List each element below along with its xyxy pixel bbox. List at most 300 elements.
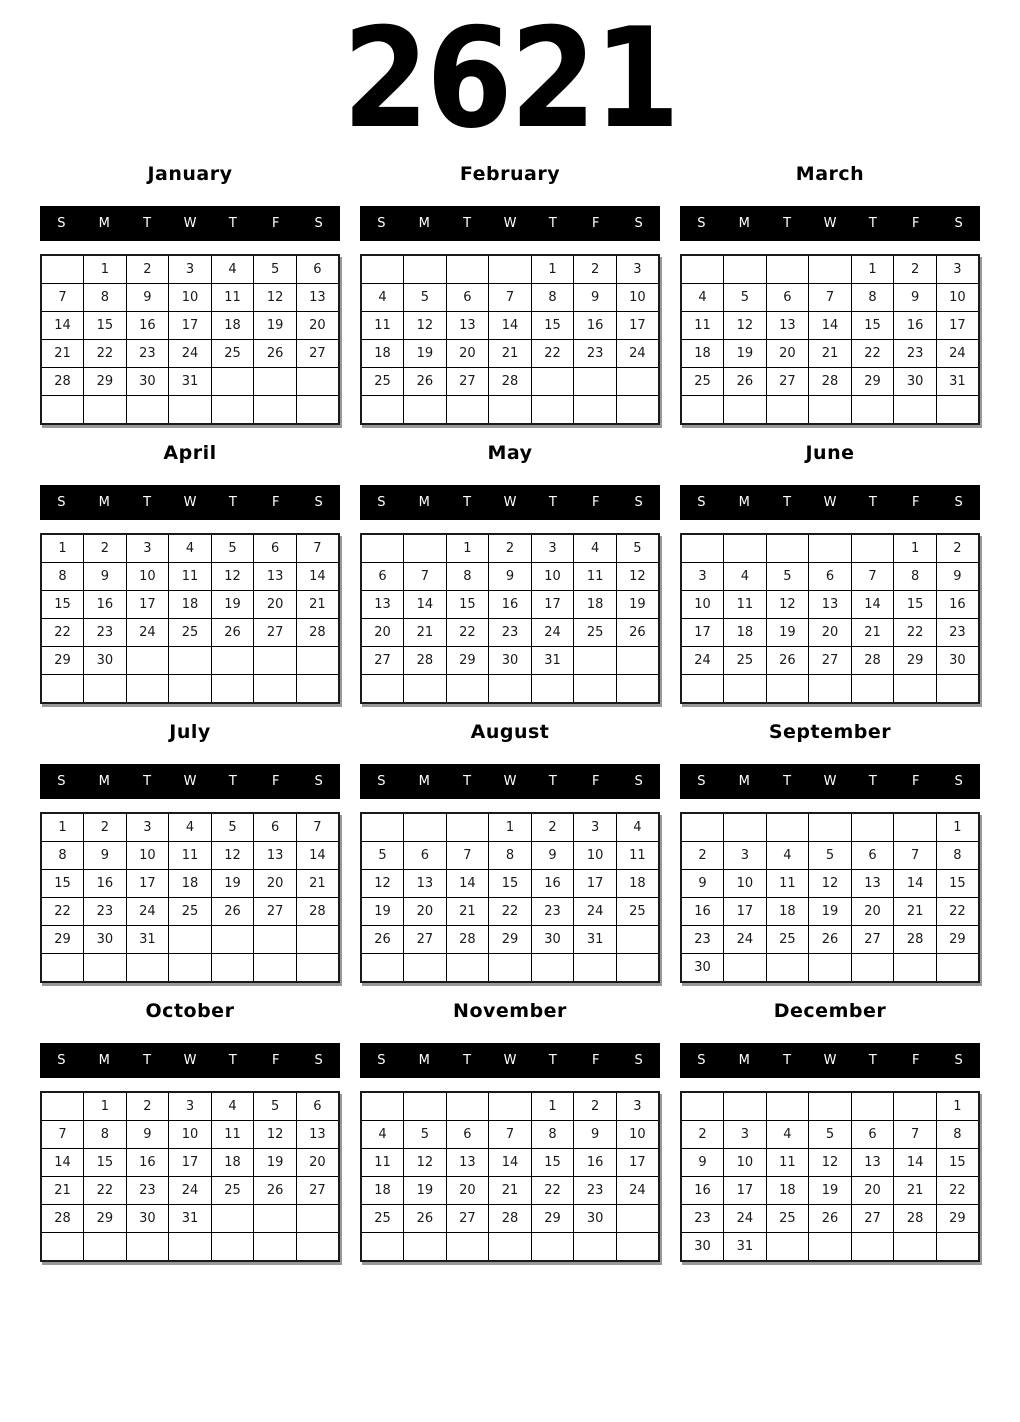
date-cell: 2 — [126, 1092, 169, 1121]
weekday-label: F — [911, 495, 920, 510]
date-cell: 24 — [616, 1177, 659, 1205]
week-row — [41, 870, 339, 898]
date-cell: 28 — [489, 368, 532, 396]
weekday-label: W — [823, 1053, 837, 1068]
week-row — [41, 340, 339, 368]
weekday-label: W — [183, 216, 197, 231]
date-cell: 29 — [936, 926, 979, 954]
empty-date-cell — [446, 396, 489, 425]
weekday-header-bar — [40, 485, 340, 520]
date-cell: 26 — [211, 898, 254, 926]
week-row — [681, 368, 979, 396]
date-cell: 11 — [211, 284, 254, 312]
date-cell: 22 — [936, 1177, 979, 1205]
date-cell: 17 — [169, 312, 212, 340]
date-cell: 12 — [404, 312, 447, 340]
date-cell: 30 — [531, 926, 574, 954]
month-dates-body — [361, 255, 659, 424]
date-cell: 8 — [531, 284, 574, 312]
weekday-label: S — [697, 216, 706, 231]
week-row — [41, 534, 339, 563]
weekday-label: S — [697, 495, 706, 510]
date-cell: 10 — [616, 1121, 659, 1149]
date-cell: 17 — [681, 619, 724, 647]
date-cell: 7 — [41, 284, 84, 312]
month-dates-body — [681, 534, 979, 703]
empty-date-cell — [254, 954, 297, 983]
weekday-label: W — [503, 774, 517, 789]
weekday-label: T — [228, 774, 237, 789]
empty-date-cell — [254, 675, 297, 704]
empty-date-cell — [894, 1233, 937, 1262]
weekday-label: T — [548, 774, 557, 789]
weekday-label: T — [548, 1053, 557, 1068]
date-cell: 3 — [936, 255, 979, 284]
date-cell: 10 — [169, 1121, 212, 1149]
date-cell: 10 — [681, 591, 724, 619]
empty-date-cell — [851, 1233, 894, 1262]
weekday-label: F — [911, 1053, 920, 1068]
empty-date-cell — [766, 813, 809, 842]
week-row — [681, 1149, 979, 1177]
weekday-label: T — [783, 774, 792, 789]
date-cell: 31 — [574, 926, 617, 954]
date-cell: 21 — [296, 870, 339, 898]
week-row — [361, 396, 659, 425]
weekday-label: T — [783, 216, 792, 231]
month-dates-table — [360, 254, 660, 425]
date-cell: 4 — [574, 534, 617, 563]
empty-date-cell — [361, 1233, 404, 1262]
date-cell: 14 — [809, 312, 852, 340]
month-title: February — [459, 163, 561, 185]
week-row — [681, 1233, 979, 1262]
date-cell: 28 — [296, 619, 339, 647]
weekday-label: S — [954, 216, 963, 231]
weekday-label: T — [143, 774, 152, 789]
date-cell: 4 — [724, 563, 767, 591]
date-cell: 28 — [41, 1205, 84, 1233]
date-cell: 30 — [894, 368, 937, 396]
date-cell: 12 — [616, 563, 659, 591]
empty-date-cell — [851, 954, 894, 983]
date-cell: 7 — [894, 1121, 937, 1149]
date-cell: 31 — [169, 368, 212, 396]
date-cell: 11 — [574, 563, 617, 591]
date-cell: 13 — [851, 870, 894, 898]
week-row — [41, 619, 339, 647]
weekday-label: T — [868, 774, 877, 789]
week-row — [681, 1177, 979, 1205]
week-row — [361, 340, 659, 368]
date-cell: 24 — [531, 619, 574, 647]
weekday-label: F — [911, 216, 920, 231]
date-cell: 31 — [936, 368, 979, 396]
empty-date-cell — [84, 396, 127, 425]
weekday-label: S — [377, 774, 386, 789]
date-cell: 7 — [809, 284, 852, 312]
empty-date-cell — [41, 675, 84, 704]
date-cell: 15 — [936, 870, 979, 898]
date-cell: 18 — [681, 340, 724, 368]
empty-date-cell — [894, 954, 937, 983]
date-cell: 16 — [936, 591, 979, 619]
date-cell: 19 — [809, 1177, 852, 1205]
date-cell: 4 — [766, 1121, 809, 1149]
month-block-may — [360, 441, 660, 704]
date-cell: 6 — [361, 563, 404, 591]
date-cell: 27 — [254, 619, 297, 647]
month-block-july — [40, 720, 340, 983]
empty-date-cell — [489, 255, 532, 284]
week-row — [361, 1092, 659, 1121]
date-cell: 13 — [254, 563, 297, 591]
empty-date-cell — [766, 255, 809, 284]
week-row — [361, 813, 659, 842]
weekday-label: S — [57, 1053, 66, 1068]
empty-date-cell — [531, 954, 574, 983]
weekday-label: S — [377, 495, 386, 510]
empty-date-cell — [446, 675, 489, 704]
date-cell: 4 — [211, 255, 254, 284]
date-cell: 20 — [296, 312, 339, 340]
date-cell: 15 — [851, 312, 894, 340]
month-dates-table — [360, 533, 660, 704]
weekday-label: F — [591, 774, 600, 789]
week-row — [361, 842, 659, 870]
date-cell: 4 — [211, 1092, 254, 1121]
date-cell: 28 — [894, 926, 937, 954]
weekday-label: F — [271, 1053, 280, 1068]
date-cell: 8 — [446, 563, 489, 591]
week-row — [681, 647, 979, 675]
date-cell: 15 — [446, 591, 489, 619]
empty-date-cell — [404, 534, 447, 563]
date-cell: 13 — [766, 312, 809, 340]
date-cell: 7 — [296, 813, 339, 842]
date-cell: 23 — [936, 619, 979, 647]
date-cell: 5 — [254, 1092, 297, 1121]
week-row — [681, 1092, 979, 1121]
weekday-label: T — [143, 1053, 152, 1068]
date-cell: 16 — [681, 898, 724, 926]
date-cell: 11 — [766, 1149, 809, 1177]
date-cell: 22 — [531, 340, 574, 368]
week-row — [361, 898, 659, 926]
date-cell: 8 — [894, 563, 937, 591]
empty-date-cell — [894, 396, 937, 425]
date-cell: 21 — [404, 619, 447, 647]
weekday-label: T — [868, 216, 877, 231]
date-cell: 8 — [41, 842, 84, 870]
month-block-november — [360, 999, 660, 1262]
week-row — [681, 619, 979, 647]
date-cell: 18 — [211, 1149, 254, 1177]
date-cell: 25 — [766, 926, 809, 954]
empty-date-cell — [809, 396, 852, 425]
month-dates-body — [41, 255, 339, 424]
date-cell: 12 — [211, 563, 254, 591]
date-cell: 9 — [531, 842, 574, 870]
week-row — [41, 284, 339, 312]
month-title: June — [805, 442, 855, 464]
date-cell: 10 — [126, 563, 169, 591]
week-row — [361, 368, 659, 396]
date-cell: 1 — [84, 255, 127, 284]
week-row — [681, 675, 979, 704]
week-row — [361, 591, 659, 619]
empty-date-cell — [296, 647, 339, 675]
empty-date-cell — [724, 675, 767, 704]
weekday-label: S — [314, 495, 323, 510]
week-row — [41, 368, 339, 396]
week-row — [681, 255, 979, 284]
date-cell: 7 — [404, 563, 447, 591]
date-cell: 19 — [809, 898, 852, 926]
empty-date-cell — [169, 396, 212, 425]
date-cell: 27 — [446, 368, 489, 396]
week-row — [361, 1205, 659, 1233]
date-cell: 21 — [851, 619, 894, 647]
empty-date-cell — [894, 1092, 937, 1121]
date-cell: 30 — [681, 954, 724, 983]
date-cell: 24 — [169, 340, 212, 368]
month-block-march — [680, 162, 980, 425]
empty-date-cell — [574, 1233, 617, 1262]
date-cell: 14 — [404, 591, 447, 619]
date-cell: 31 — [169, 1205, 212, 1233]
date-cell: 9 — [489, 563, 532, 591]
date-cell: 18 — [574, 591, 617, 619]
date-cell: 13 — [809, 591, 852, 619]
date-cell: 16 — [84, 870, 127, 898]
weekday-label: M — [418, 216, 430, 231]
empty-date-cell — [254, 368, 297, 396]
weekday-label: S — [57, 495, 66, 510]
date-cell: 7 — [851, 563, 894, 591]
date-cell: 29 — [41, 926, 84, 954]
date-cell: 15 — [531, 312, 574, 340]
weekday-label: W — [183, 774, 197, 789]
weekday-label: W — [503, 495, 517, 510]
empty-date-cell — [681, 1092, 724, 1121]
date-cell: 13 — [446, 1149, 489, 1177]
weekday-label: S — [634, 495, 643, 510]
date-cell: 15 — [489, 870, 532, 898]
date-cell: 6 — [851, 1121, 894, 1149]
empty-date-cell — [616, 1233, 659, 1262]
date-cell: 28 — [41, 368, 84, 396]
date-cell: 17 — [724, 1177, 767, 1205]
date-cell: 18 — [616, 870, 659, 898]
date-cell: 5 — [724, 284, 767, 312]
date-cell: 19 — [254, 1149, 297, 1177]
date-cell: 16 — [84, 591, 127, 619]
empty-date-cell — [126, 954, 169, 983]
weekday-label: M — [418, 774, 430, 789]
empty-date-cell — [404, 1092, 447, 1121]
date-cell: 9 — [894, 284, 937, 312]
week-row — [681, 591, 979, 619]
date-cell: 16 — [489, 591, 532, 619]
month-dates-table — [40, 1091, 340, 1262]
months-grid — [40, 162, 980, 1278]
date-cell: 11 — [211, 1121, 254, 1149]
empty-date-cell — [724, 954, 767, 983]
empty-date-cell — [809, 675, 852, 704]
month-title: July — [169, 721, 211, 743]
week-row — [41, 563, 339, 591]
date-cell: 3 — [724, 1121, 767, 1149]
date-cell: 3 — [574, 813, 617, 842]
week-row — [361, 284, 659, 312]
weekday-label: T — [463, 495, 472, 510]
week-row — [361, 954, 659, 983]
weekday-label: S — [57, 216, 66, 231]
date-cell: 1 — [489, 813, 532, 842]
empty-date-cell — [574, 396, 617, 425]
date-cell: 20 — [809, 619, 852, 647]
date-cell: 10 — [169, 284, 212, 312]
weekday-label: M — [98, 495, 110, 510]
weekday-label: T — [143, 495, 152, 510]
empty-date-cell — [361, 255, 404, 284]
empty-date-cell — [809, 954, 852, 983]
date-cell: 18 — [766, 898, 809, 926]
weekday-label: T — [463, 1053, 472, 1068]
week-row — [361, 926, 659, 954]
date-cell: 4 — [616, 813, 659, 842]
week-row — [681, 813, 979, 842]
month-block-january — [40, 162, 340, 425]
date-cell: 16 — [126, 312, 169, 340]
date-cell: 19 — [616, 591, 659, 619]
date-cell: 21 — [809, 340, 852, 368]
empty-date-cell — [404, 675, 447, 704]
empty-date-cell — [531, 368, 574, 396]
date-cell: 28 — [296, 898, 339, 926]
empty-date-cell — [616, 396, 659, 425]
month-title: September — [768, 721, 892, 743]
empty-date-cell — [446, 255, 489, 284]
weekday-header-bar — [360, 764, 660, 799]
empty-date-cell — [254, 1233, 297, 1262]
date-cell: 31 — [126, 926, 169, 954]
week-row — [41, 396, 339, 425]
date-cell: 9 — [84, 563, 127, 591]
date-cell: 12 — [211, 842, 254, 870]
date-cell: 23 — [84, 619, 127, 647]
date-cell: 11 — [169, 563, 212, 591]
empty-date-cell — [531, 675, 574, 704]
weekday-header-bar — [40, 1043, 340, 1078]
date-cell: 12 — [809, 1149, 852, 1177]
week-row — [41, 1177, 339, 1205]
date-cell: 14 — [41, 1149, 84, 1177]
date-cell: 9 — [126, 1121, 169, 1149]
date-cell: 8 — [936, 842, 979, 870]
date-cell: 1 — [531, 1092, 574, 1121]
date-cell: 21 — [489, 1177, 532, 1205]
year-title: 2621 — [342, 0, 678, 159]
date-cell: 29 — [851, 368, 894, 396]
empty-date-cell — [809, 534, 852, 563]
date-cell: 3 — [169, 1092, 212, 1121]
week-row — [681, 1121, 979, 1149]
date-cell: 6 — [809, 563, 852, 591]
week-row — [41, 1233, 339, 1262]
empty-date-cell — [361, 534, 404, 563]
empty-date-cell — [851, 534, 894, 563]
date-cell: 15 — [894, 591, 937, 619]
date-cell: 27 — [851, 926, 894, 954]
date-cell: 23 — [574, 1177, 617, 1205]
date-cell: 16 — [126, 1149, 169, 1177]
empty-date-cell — [936, 1233, 979, 1262]
date-cell: 8 — [851, 284, 894, 312]
date-cell: 15 — [41, 870, 84, 898]
week-row — [361, 1149, 659, 1177]
empty-date-cell — [724, 255, 767, 284]
date-cell: 25 — [681, 368, 724, 396]
date-cell: 25 — [724, 647, 767, 675]
weekday-label: F — [271, 495, 280, 510]
date-cell: 11 — [361, 312, 404, 340]
date-cell: 14 — [489, 1149, 532, 1177]
weekday-label: F — [911, 774, 920, 789]
week-row — [41, 1149, 339, 1177]
empty-date-cell — [254, 396, 297, 425]
week-row — [361, 675, 659, 704]
weekday-label: T — [228, 1053, 237, 1068]
date-cell: 30 — [936, 647, 979, 675]
weekday-header-bar — [40, 764, 340, 799]
weekday-label: W — [823, 216, 837, 231]
date-cell: 24 — [169, 1177, 212, 1205]
week-row — [361, 563, 659, 591]
week-row — [361, 870, 659, 898]
weekday-label: S — [314, 1053, 323, 1068]
empty-date-cell — [766, 1233, 809, 1262]
date-cell: 2 — [894, 255, 937, 284]
weekday-label: S — [954, 774, 963, 789]
date-cell: 25 — [574, 619, 617, 647]
weekday-label: T — [783, 1053, 792, 1068]
date-cell: 6 — [254, 813, 297, 842]
date-cell: 27 — [809, 647, 852, 675]
empty-date-cell — [404, 813, 447, 842]
date-cell: 8 — [84, 1121, 127, 1149]
week-row — [41, 255, 339, 284]
month-title: August — [470, 721, 550, 743]
weekday-header-bar — [360, 1043, 660, 1078]
week-row — [41, 647, 339, 675]
weekday-label: F — [591, 216, 600, 231]
empty-date-cell — [254, 926, 297, 954]
empty-date-cell — [766, 675, 809, 704]
date-cell: 29 — [84, 1205, 127, 1233]
date-cell: 25 — [766, 1205, 809, 1233]
empty-date-cell — [681, 255, 724, 284]
date-cell: 21 — [41, 340, 84, 368]
date-cell: 24 — [681, 647, 724, 675]
weekday-header-bar — [360, 206, 660, 241]
date-cell: 1 — [41, 534, 84, 563]
empty-date-cell — [574, 647, 617, 675]
empty-date-cell — [211, 396, 254, 425]
empty-date-cell — [84, 675, 127, 704]
empty-date-cell — [724, 534, 767, 563]
